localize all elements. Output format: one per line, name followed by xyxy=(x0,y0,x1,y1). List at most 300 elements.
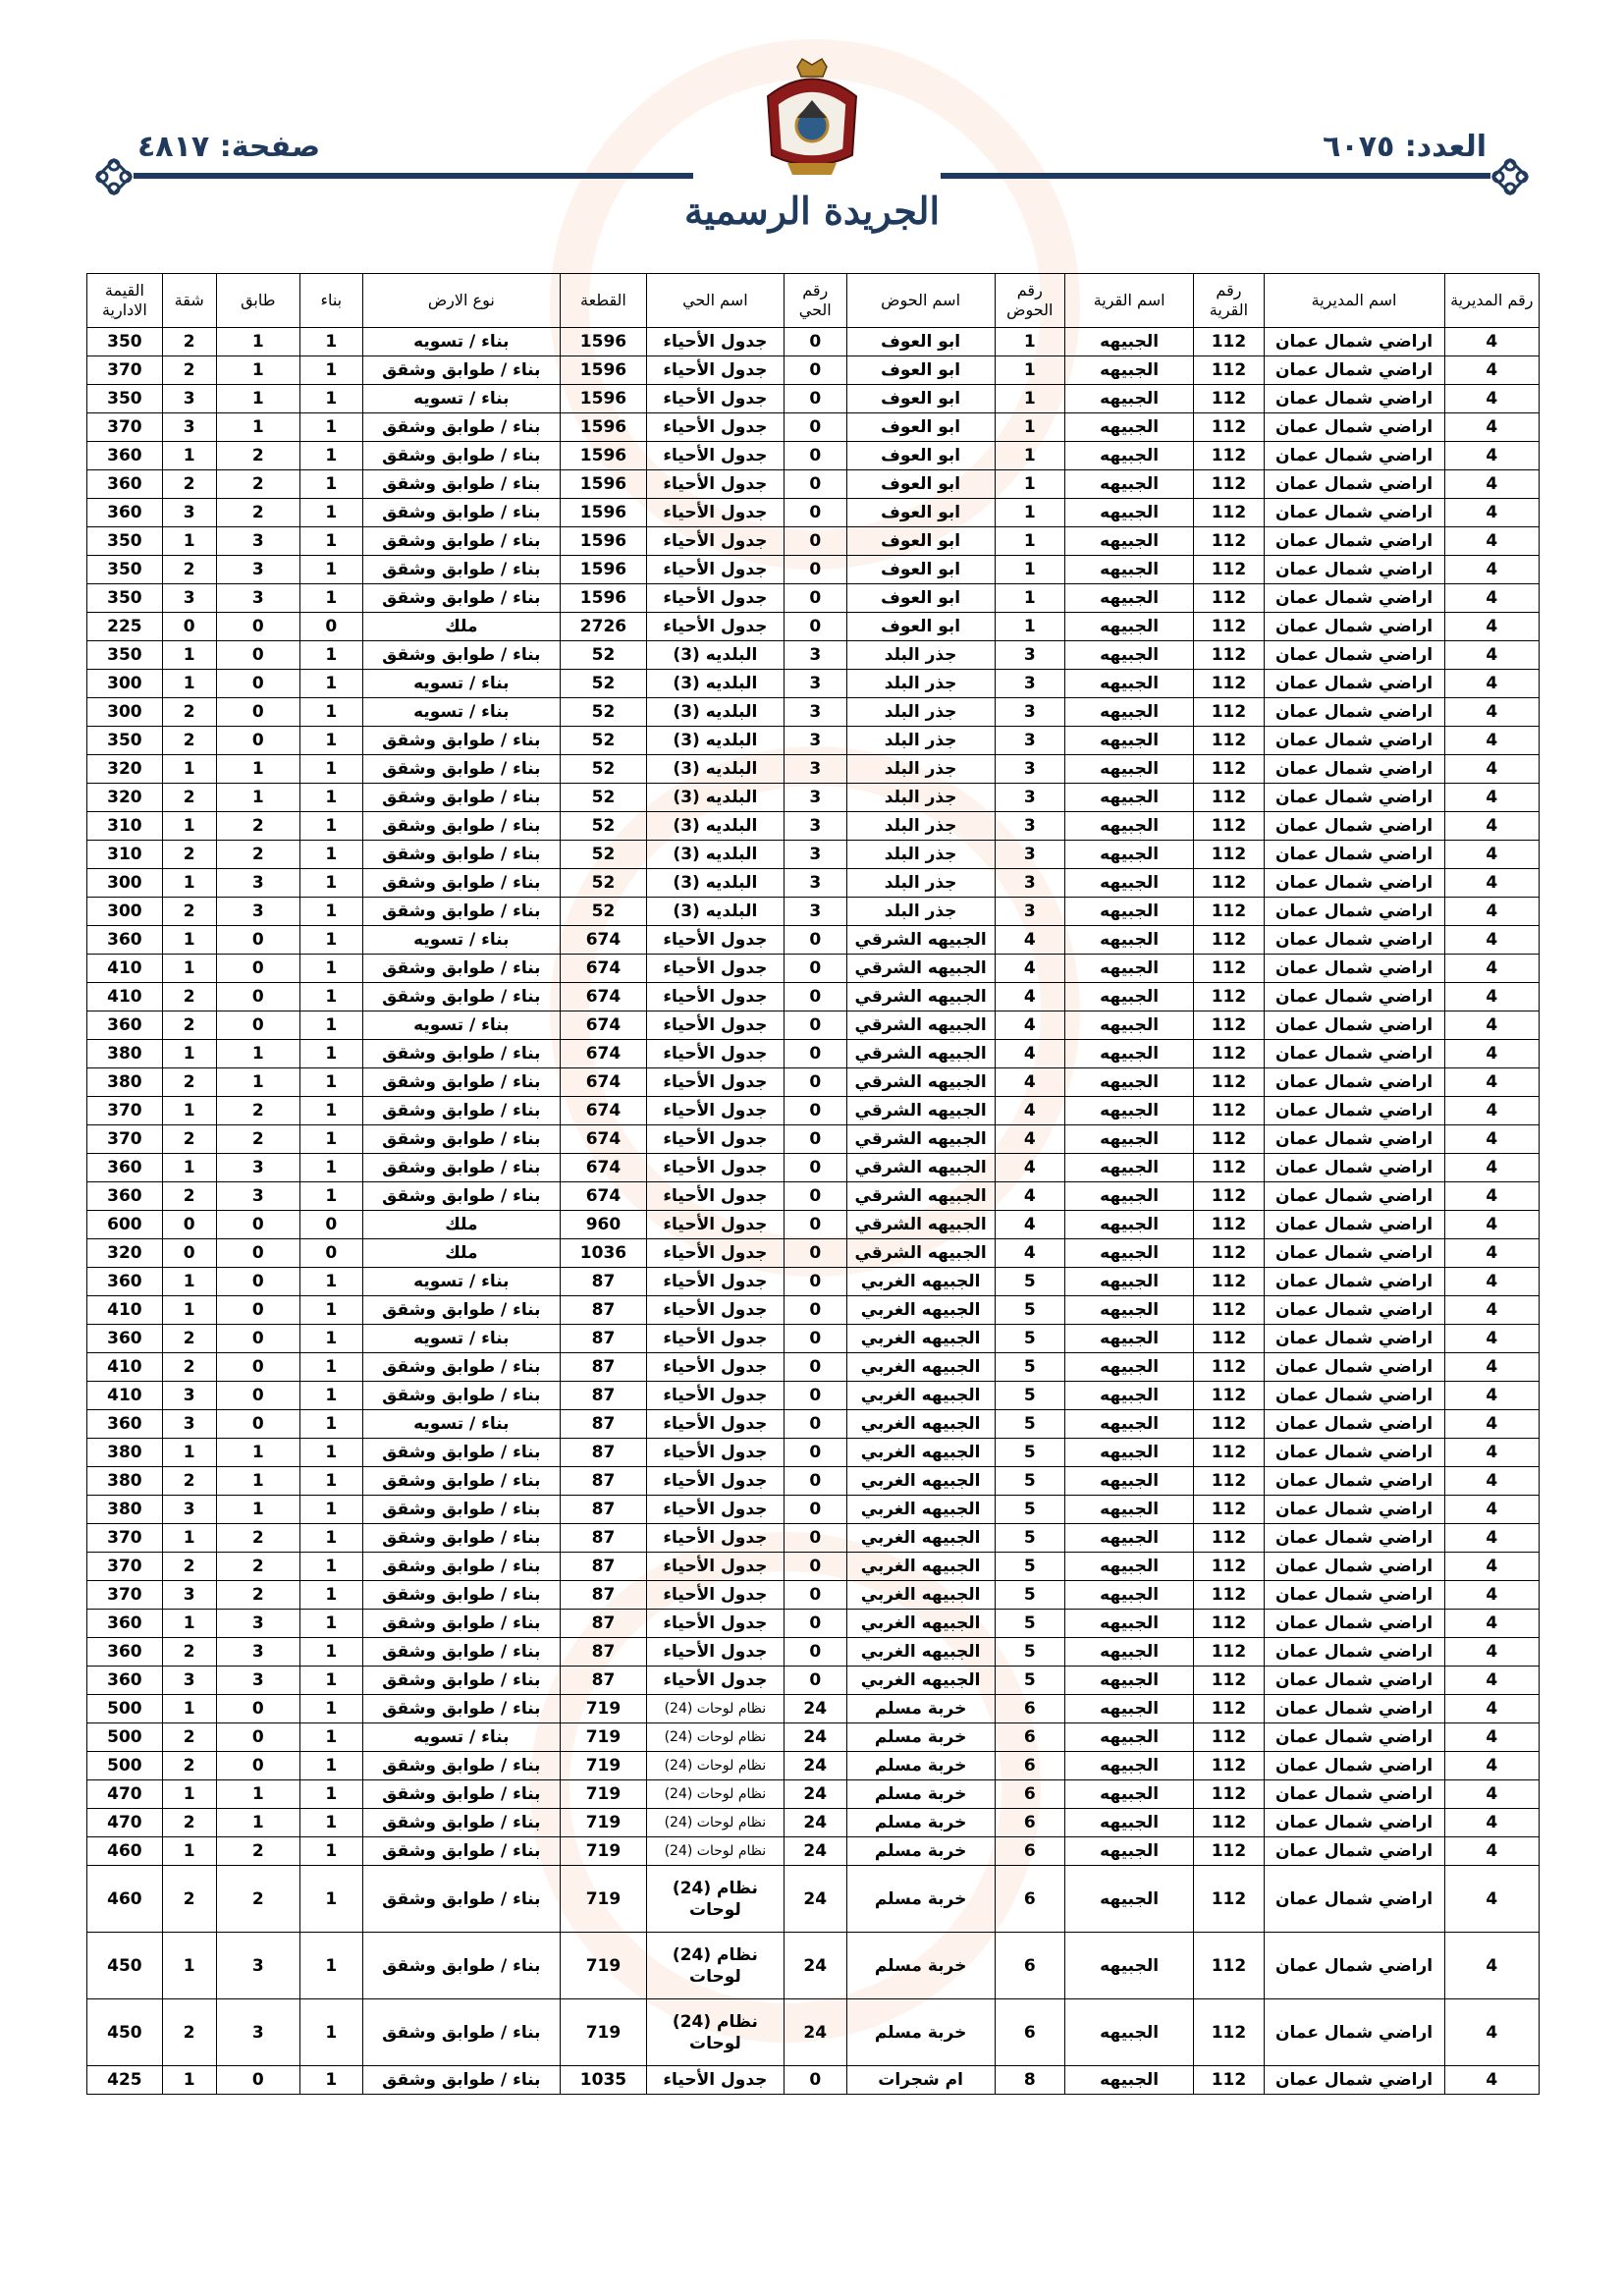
cell-apartment: 3 xyxy=(162,385,216,413)
cell-admin-value: 360 xyxy=(87,1325,163,1353)
cell-basin-name: ابو العوف xyxy=(846,356,995,385)
table-row xyxy=(87,613,1540,641)
cell-directorate-no: 4 xyxy=(1444,1125,1539,1154)
table-row xyxy=(87,527,1540,556)
cell-apartment: 2 xyxy=(162,841,216,869)
cell-floor: 1 xyxy=(216,784,299,812)
cell-plot: 87 xyxy=(561,1382,647,1410)
cell-district-no: 3 xyxy=(784,898,846,926)
cell-land-type: بناء / تسويه xyxy=(362,1410,561,1439)
cell-floor: 3 xyxy=(216,584,299,613)
cell-district-no: 24 xyxy=(784,1999,846,2066)
cell-district-no: 24 xyxy=(784,1752,846,1780)
cell-village-name: الجبيهه xyxy=(1064,1553,1193,1581)
cell-village-name: الجبيهه xyxy=(1064,556,1193,584)
cell-land-type: بناء / تسويه xyxy=(362,1268,561,1296)
cell-directorate-no: 4 xyxy=(1444,527,1539,556)
cell-apartment: 1 xyxy=(162,755,216,784)
cell-village-no: 112 xyxy=(1194,556,1264,584)
cell-directorate-no: 4 xyxy=(1444,1410,1539,1439)
cell-directorate-no: 4 xyxy=(1444,1182,1539,1211)
cell-basin-name: جذر البلد xyxy=(846,698,995,727)
cell-village-name: الجبيهه xyxy=(1064,784,1193,812)
cell-apartment: 1 xyxy=(162,1933,216,1999)
cell-land-type: بناء / تسويه xyxy=(362,698,561,727)
cell-building: 1 xyxy=(300,499,363,527)
cell-district-name: جدول الأحياء xyxy=(646,1125,784,1154)
cell-plot: 719 xyxy=(561,1999,647,2066)
cell-village-name: الجبيهه xyxy=(1064,841,1193,869)
cell-village-no: 112 xyxy=(1194,1837,1264,1866)
table-row xyxy=(87,1866,1540,1933)
cell-admin-value: 450 xyxy=(87,1999,163,2066)
cell-building: 1 xyxy=(300,841,363,869)
cell-basin-name: الجبيهه الغربي xyxy=(846,1325,995,1353)
cell-plot: 52 xyxy=(561,755,647,784)
cell-land-type: بناء / طوابق وشقق xyxy=(362,556,561,584)
cell-floor: 2 xyxy=(216,1524,299,1553)
cell-admin-value: 370 xyxy=(87,1581,163,1610)
cell-apartment: 1 xyxy=(162,670,216,698)
cell-basin-name: ابو العوف xyxy=(846,385,995,413)
cell-plot: 52 xyxy=(561,784,647,812)
cell-directorate-no: 4 xyxy=(1444,1667,1539,1695)
cell-land-type: بناء / طوابق وشقق xyxy=(362,1999,561,2066)
cell-district-name: جدول الأحياء xyxy=(646,613,784,641)
cell-basin-name: الجبيهه الشرقي xyxy=(846,1211,995,1239)
cell-land-type: بناء / طوابق وشقق xyxy=(362,413,561,442)
cell-apartment: 2 xyxy=(162,1723,216,1752)
cell-land-type: بناء / طوابق وشقق xyxy=(362,1638,561,1667)
table-row xyxy=(87,1239,1540,1268)
cell-village-name: الجبيهه xyxy=(1064,1999,1193,2066)
cell-directorate-name: اراضي شمال عمان xyxy=(1264,1667,1444,1695)
cell-admin-value: 360 xyxy=(87,1268,163,1296)
table-row xyxy=(87,1125,1540,1154)
cell-land-type: بناء / طوابق وشقق xyxy=(362,1933,561,1999)
cell-apartment: 3 xyxy=(162,413,216,442)
cell-district-no: 0 xyxy=(784,1068,846,1097)
cell-village-no: 112 xyxy=(1194,1467,1264,1496)
table-row xyxy=(87,670,1540,698)
cell-plot: 52 xyxy=(561,898,647,926)
cell-village-no: 112 xyxy=(1194,812,1264,841)
cell-basin-name: ابو العوف xyxy=(846,442,995,470)
cell-district-name: البلديه (3) xyxy=(646,727,784,755)
cell-basin-name: الجبيهه الغربي xyxy=(846,1296,995,1325)
cell-directorate-no: 4 xyxy=(1444,556,1539,584)
cell-village-no: 112 xyxy=(1194,1866,1264,1933)
cell-village-name: الجبيهه xyxy=(1064,1325,1193,1353)
cell-village-no: 112 xyxy=(1194,1325,1264,1353)
cell-land-type: بناء / طوابق وشقق xyxy=(362,755,561,784)
cell-basin-no: 1 xyxy=(995,556,1064,584)
cell-village-no: 112 xyxy=(1194,499,1264,527)
cell-directorate-no: 4 xyxy=(1444,1268,1539,1296)
cell-floor: 0 xyxy=(216,1353,299,1382)
table-row xyxy=(87,1325,1540,1353)
cell-district-name: البلديه (3) xyxy=(646,841,784,869)
cell-district-name: البلديه (3) xyxy=(646,698,784,727)
cell-plot: 674 xyxy=(561,1182,647,1211)
cell-village-name: الجبيهه xyxy=(1064,1068,1193,1097)
cell-apartment: 1 xyxy=(162,527,216,556)
cell-district-name: البلديه (3) xyxy=(646,670,784,698)
cell-building: 1 xyxy=(300,385,363,413)
cell-district-no: 0 xyxy=(784,385,846,413)
cell-district-name: جدول الأحياء xyxy=(646,1325,784,1353)
cell-directorate-no: 4 xyxy=(1444,1866,1539,1933)
cell-apartment: 2 xyxy=(162,356,216,385)
cell-district-no: 0 xyxy=(784,1496,846,1524)
table-row xyxy=(87,841,1540,869)
cell-directorate-name: اراضي شمال عمان xyxy=(1264,841,1444,869)
cell-land-type: بناء / طوابق وشقق xyxy=(362,499,561,527)
cell-directorate-name: اراضي شمال عمان xyxy=(1264,869,1444,898)
cell-plot: 52 xyxy=(561,727,647,755)
cell-building: 1 xyxy=(300,1382,363,1410)
cell-basin-no: 6 xyxy=(995,1837,1064,1866)
cell-apartment: 0 xyxy=(162,1239,216,1268)
cell-building: 1 xyxy=(300,556,363,584)
cell-land-type: بناء / طوابق وشقق xyxy=(362,955,561,983)
cell-basin-no: 5 xyxy=(995,1268,1064,1296)
cell-directorate-name: اراضي شمال عمان xyxy=(1264,755,1444,784)
cell-district-name: جدول الأحياء xyxy=(646,1467,784,1496)
cell-district-no: 0 xyxy=(784,1239,846,1268)
cell-district-name: نظام لوحات (24) xyxy=(646,1837,784,1866)
cell-district-name: جدول الأحياء xyxy=(646,328,784,356)
cell-floor: 2 xyxy=(216,812,299,841)
cell-basin-name: الجبيهه الشرقي xyxy=(846,1097,995,1125)
cell-admin-value: 500 xyxy=(87,1752,163,1780)
cell-land-type: بناء / طوابق وشقق xyxy=(362,2066,561,2095)
cell-village-name: الجبيهه xyxy=(1064,1040,1193,1068)
cell-admin-value: 360 xyxy=(87,1610,163,1638)
cell-district-name: جدول الأحياء xyxy=(646,1439,784,1467)
cell-floor: 0 xyxy=(216,1211,299,1239)
cell-admin-value: 300 xyxy=(87,898,163,926)
cell-directorate-no: 4 xyxy=(1444,869,1539,898)
cell-directorate-no: 4 xyxy=(1444,1439,1539,1467)
cell-plot: 87 xyxy=(561,1410,647,1439)
cell-district-no: 3 xyxy=(784,869,846,898)
table-row xyxy=(87,1837,1540,1866)
table-row xyxy=(87,812,1540,841)
cell-basin-name: الجبيهه الغربي xyxy=(846,1496,995,1524)
cell-basin-name: الجبيهه الغربي xyxy=(846,1467,995,1496)
cell-plot: 1596 xyxy=(561,527,647,556)
cell-basin-name: خربة مسلم xyxy=(846,1837,995,1866)
cell-building: 1 xyxy=(300,1695,363,1723)
cell-apartment: 2 xyxy=(162,1752,216,1780)
cell-floor: 0 xyxy=(216,1723,299,1752)
cell-admin-value: 310 xyxy=(87,841,163,869)
cell-building: 1 xyxy=(300,869,363,898)
cell-village-no: 112 xyxy=(1194,470,1264,499)
cell-land-type: بناء / طوابق وشقق xyxy=(362,1780,561,1809)
header-basin-no: رقم الحوض xyxy=(995,274,1064,328)
cell-floor: 1 xyxy=(216,1467,299,1496)
cell-admin-value: 360 xyxy=(87,499,163,527)
header-directorate-no: رقم المديرية xyxy=(1444,274,1539,328)
cell-district-no: 0 xyxy=(784,556,846,584)
cell-basin-name: جذر البلد xyxy=(846,641,995,670)
cell-village-name: الجبيهه xyxy=(1064,385,1193,413)
cell-village-no: 112 xyxy=(1194,328,1264,356)
cell-district-name: جدول الأحياء xyxy=(646,1524,784,1553)
table-row xyxy=(87,328,1540,356)
table-row xyxy=(87,1439,1540,1467)
cell-village-no: 112 xyxy=(1194,755,1264,784)
cell-directorate-name: اراضي شمال عمان xyxy=(1264,1467,1444,1496)
cell-district-no: 0 xyxy=(784,1581,846,1610)
cell-district-no: 0 xyxy=(784,584,846,613)
cell-apartment: 1 xyxy=(162,1695,216,1723)
cell-directorate-no: 4 xyxy=(1444,1382,1539,1410)
table-row xyxy=(87,1999,1540,2066)
table-row xyxy=(87,1809,1540,1837)
cell-district-name: نظام (24) لوحات xyxy=(646,1999,784,2066)
cell-land-type: بناء / طوابق وشقق xyxy=(362,1524,561,1553)
table-row xyxy=(87,1610,1540,1638)
cell-floor: 2 xyxy=(216,442,299,470)
cell-building: 1 xyxy=(300,584,363,613)
cell-directorate-name: اراضي شمال عمان xyxy=(1264,1353,1444,1382)
cell-basin-no: 4 xyxy=(995,983,1064,1011)
table-row xyxy=(87,898,1540,926)
table-row xyxy=(87,356,1540,385)
cell-admin-value: 360 xyxy=(87,1410,163,1439)
cell-plot: 52 xyxy=(561,670,647,698)
cell-admin-value: 425 xyxy=(87,2066,163,2095)
cell-district-name: البلديه (3) xyxy=(646,898,784,926)
cell-basin-name: جذر البلد xyxy=(846,812,995,841)
cell-village-no: 112 xyxy=(1194,1268,1264,1296)
cell-building: 0 xyxy=(300,1239,363,1268)
cell-apartment: 1 xyxy=(162,926,216,955)
cell-village-name: الجبيهه xyxy=(1064,1695,1193,1723)
cell-basin-no: 5 xyxy=(995,1296,1064,1325)
table-row xyxy=(87,1382,1540,1410)
cell-land-type: بناء / طوابق وشقق xyxy=(362,1496,561,1524)
cell-apartment: 1 xyxy=(162,641,216,670)
table-row xyxy=(87,1780,1540,1809)
cell-directorate-no: 4 xyxy=(1444,356,1539,385)
cell-apartment: 2 xyxy=(162,727,216,755)
cell-village-name: الجبيهه xyxy=(1064,898,1193,926)
cell-village-name: الجبيهه xyxy=(1064,1780,1193,1809)
cell-district-name: جدول الأحياء xyxy=(646,1610,784,1638)
cell-district-no: 0 xyxy=(784,527,846,556)
cell-directorate-name: اراضي شمال عمان xyxy=(1264,1154,1444,1182)
cell-plot: 674 xyxy=(561,1097,647,1125)
cell-village-no: 112 xyxy=(1194,356,1264,385)
table-row xyxy=(87,1581,1540,1610)
cell-district-no: 24 xyxy=(784,1695,846,1723)
cell-basin-name: الجبيهه الشرقي xyxy=(846,1154,995,1182)
cell-building: 1 xyxy=(300,755,363,784)
cell-basin-no: 3 xyxy=(995,727,1064,755)
cell-plot: 52 xyxy=(561,812,647,841)
cell-basin-name: الجبيهه الغربي xyxy=(846,1581,995,1610)
cell-district-name: جدول الأحياء xyxy=(646,1268,784,1296)
cell-directorate-no: 4 xyxy=(1444,1068,1539,1097)
cell-directorate-no: 4 xyxy=(1444,1999,1539,2066)
cell-apartment: 2 xyxy=(162,698,216,727)
table-row xyxy=(87,2066,1540,2095)
cell-village-name: الجبيهه xyxy=(1064,955,1193,983)
cell-district-name: جدول الأحياء xyxy=(646,356,784,385)
cell-floor: 2 xyxy=(216,1837,299,1866)
cell-plot: 674 xyxy=(561,1040,647,1068)
cell-village-no: 112 xyxy=(1194,385,1264,413)
cell-floor: 3 xyxy=(216,1182,299,1211)
table-row xyxy=(87,1068,1540,1097)
cell-directorate-no: 4 xyxy=(1444,1467,1539,1496)
cell-admin-value: 360 xyxy=(87,442,163,470)
cell-building: 1 xyxy=(300,812,363,841)
cell-floor: 0 xyxy=(216,613,299,641)
cell-village-no: 112 xyxy=(1194,670,1264,698)
cell-village-name: الجبيهه xyxy=(1064,1610,1193,1638)
cell-building: 1 xyxy=(300,1182,363,1211)
table-row xyxy=(87,442,1540,470)
cell-directorate-no: 4 xyxy=(1444,1211,1539,1239)
cell-apartment: 2 xyxy=(162,1467,216,1496)
cell-land-type: بناء / طوابق وشقق xyxy=(362,527,561,556)
cell-plot: 1596 xyxy=(561,584,647,613)
cell-directorate-no: 4 xyxy=(1444,1610,1539,1638)
cell-admin-value: 370 xyxy=(87,413,163,442)
cell-basin-name: خربة مسلم xyxy=(846,1809,995,1837)
cell-district-no: 3 xyxy=(784,727,846,755)
cell-village-name: الجبيهه xyxy=(1064,1382,1193,1410)
cell-basin-no: 4 xyxy=(995,1182,1064,1211)
cell-village-no: 112 xyxy=(1194,413,1264,442)
cell-village-name: الجبيهه xyxy=(1064,670,1193,698)
cell-directorate-name: اراضي شمال عمان xyxy=(1264,356,1444,385)
cell-apartment: 2 xyxy=(162,1866,216,1933)
cell-village-name: الجبيهه xyxy=(1064,1182,1193,1211)
cell-village-name: الجبيهه xyxy=(1064,1933,1193,1999)
cell-apartment: 2 xyxy=(162,1638,216,1667)
table-row xyxy=(87,1353,1540,1382)
cell-village-name: الجبيهه xyxy=(1064,812,1193,841)
cell-building: 1 xyxy=(300,1933,363,1999)
cell-floor: 2 xyxy=(216,1581,299,1610)
cell-directorate-name: اراضي شمال عمان xyxy=(1264,1581,1444,1610)
cell-village-no: 112 xyxy=(1194,1154,1264,1182)
cell-district-no: 3 xyxy=(784,698,846,727)
table-row xyxy=(87,413,1540,442)
cell-land-type: بناء / طوابق وشقق xyxy=(362,1182,561,1211)
cell-plot: 52 xyxy=(561,869,647,898)
cell-building: 1 xyxy=(300,1097,363,1125)
cell-admin-value: 320 xyxy=(87,755,163,784)
table-row xyxy=(87,1296,1540,1325)
cell-land-type: بناء / طوابق وشقق xyxy=(362,1610,561,1638)
cell-plot: 87 xyxy=(561,1325,647,1353)
cell-building: 1 xyxy=(300,784,363,812)
cell-directorate-no: 4 xyxy=(1444,698,1539,727)
cell-apartment: 2 xyxy=(162,1553,216,1581)
cell-directorate-name: اراضي شمال عمان xyxy=(1264,1933,1444,1999)
cell-directorate-no: 4 xyxy=(1444,1353,1539,1382)
cell-directorate-no: 4 xyxy=(1444,1239,1539,1268)
cell-district-no: 24 xyxy=(784,1780,846,1809)
header-admin-value: القيمة الادارية xyxy=(87,274,163,328)
cell-floor: 0 xyxy=(216,926,299,955)
cell-plot: 674 xyxy=(561,1125,647,1154)
cell-village-no: 112 xyxy=(1194,1296,1264,1325)
cell-directorate-name: اراضي شمال عمان xyxy=(1264,1325,1444,1353)
cell-plot: 674 xyxy=(561,1068,647,1097)
cell-village-no: 112 xyxy=(1194,1182,1264,1211)
cell-directorate-name: اراضي شمال عمان xyxy=(1264,1780,1444,1809)
cell-village-name: الجبيهه xyxy=(1064,1410,1193,1439)
cell-apartment: 1 xyxy=(162,1040,216,1068)
cell-admin-value: 360 xyxy=(87,926,163,955)
cell-district-no: 0 xyxy=(784,1553,846,1581)
cell-floor: 3 xyxy=(216,1667,299,1695)
cell-building: 1 xyxy=(300,926,363,955)
cell-floor: 0 xyxy=(216,1325,299,1353)
cell-basin-name: ابو العوف xyxy=(846,328,995,356)
cell-directorate-name: اراضي شمال عمان xyxy=(1264,1296,1444,1325)
cell-plot: 87 xyxy=(561,1296,647,1325)
cell-admin-value: 380 xyxy=(87,1068,163,1097)
cell-directorate-name: اراضي شمال عمان xyxy=(1264,556,1444,584)
cell-plot: 87 xyxy=(561,1553,647,1581)
cell-district-no: 0 xyxy=(784,1011,846,1040)
cell-district-name: نظام لوحات (24) xyxy=(646,1809,784,1837)
cell-floor: 1 xyxy=(216,1780,299,1809)
cell-apartment: 3 xyxy=(162,1382,216,1410)
cell-admin-value: 380 xyxy=(87,1439,163,1467)
cell-building: 1 xyxy=(300,1780,363,1809)
cell-plot: 1596 xyxy=(561,328,647,356)
cell-plot: 719 xyxy=(561,1837,647,1866)
cell-basin-name: ابو العوف xyxy=(846,413,995,442)
cell-district-no: 3 xyxy=(784,812,846,841)
cell-village-no: 112 xyxy=(1194,1496,1264,1524)
cell-admin-value: 300 xyxy=(87,670,163,698)
cell-basin-name: الجبيهه الغربي xyxy=(846,1610,995,1638)
cell-land-type: بناء / تسويه xyxy=(362,385,561,413)
cell-basin-name: الجبيهه الشرقي xyxy=(846,1068,995,1097)
cell-village-no: 112 xyxy=(1194,1239,1264,1268)
cell-plot: 1596 xyxy=(561,499,647,527)
cell-village-name: الجبيهه xyxy=(1064,641,1193,670)
cell-directorate-name: اراضي شمال عمان xyxy=(1264,1809,1444,1837)
cell-district-no: 0 xyxy=(784,926,846,955)
cell-floor: 3 xyxy=(216,556,299,584)
cell-plot: 52 xyxy=(561,698,647,727)
cell-basin-no: 1 xyxy=(995,442,1064,470)
cell-land-type: ملك xyxy=(362,1211,561,1239)
cell-land-type: بناء / طوابق وشقق xyxy=(362,1581,561,1610)
cell-district-name: جدول الأحياء xyxy=(646,413,784,442)
cell-admin-value: 350 xyxy=(87,727,163,755)
cell-admin-value: 410 xyxy=(87,1353,163,1382)
cell-district-name: نظام لوحات (24) xyxy=(646,1780,784,1809)
cell-directorate-no: 4 xyxy=(1444,328,1539,356)
table-row xyxy=(87,1182,1540,1211)
cell-village-no: 112 xyxy=(1194,898,1264,926)
cell-floor: 3 xyxy=(216,527,299,556)
cell-village-name: الجبيهه xyxy=(1064,413,1193,442)
